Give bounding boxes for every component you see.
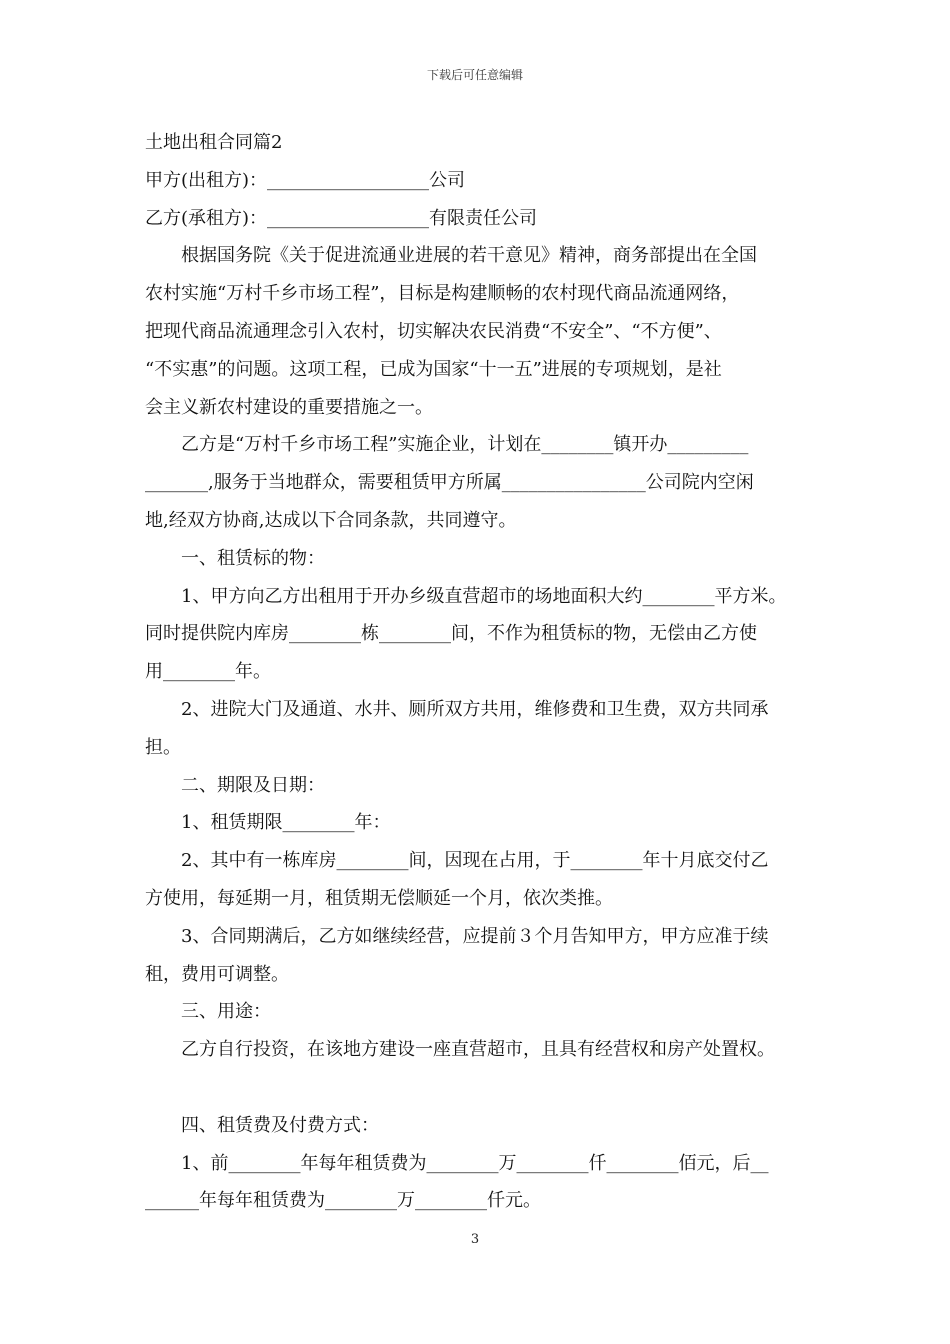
party-a-line: 甲方(出租方)：__________________公司 [145,169,466,191]
clause-line: 1、租赁期限________年： [181,812,391,834]
paragraph-line: 把现代商品流通理念引入农村，切实解决农民消费“不安全”、“不方便”、 [145,320,722,342]
clause-line: 1、前________年每年租赁费为________万________仟________佰元，后__ [181,1152,769,1174]
clause-line: 乙方自行投资，在该地方建设一座直营超市，且具有经营权和房产处置权。 [181,1039,775,1061]
party-b-line: 乙方(承租方)：__________________有限责任公司 [145,207,538,229]
blank-line [145,1069,810,1107]
paragraph-line: 地,经双方协商,达成以下合同条款，共同遵守。 [145,509,517,531]
clause-line: 用________年。 [145,661,271,683]
page-number: 3 [470,1232,480,1247]
clause-line: 租，费用可调整。 [145,963,289,985]
paragraph-line: 乙方是“万村千乡市场工程”实施企业，计划在________镇开办_________ [181,434,749,456]
paragraph-line: 农村实施“万村千乡市场工程”，目标是构建顺畅的农村现代商品流通网络， [145,283,740,305]
section-heading: 二、期限及日期： [181,774,325,796]
document-title: 土地出租合同篇2 [145,132,283,153]
paragraph-line: 会主义新农村建设的重要措施之一。 [145,396,433,418]
clause-line: 2、进院大门及通道、水井、厕所双方共用，维修费和卫生费，双方共同承 [181,698,769,720]
clause-line: 3、合同期满后，乙方如继续经营，应提前３个月告知甲方，甲方应准于续 [181,925,769,947]
clause-line: 担。 [145,736,181,758]
clause-line: ______年每年租赁费为________万________仟元。 [145,1190,541,1212]
clause-line: 方使用，每延期一月，租赁期无偿顺延一个月，依次类推。 [145,887,613,909]
paragraph-line: _______,服务于当地群众，需要租赁甲方所属________________公司院内空闲 [145,472,754,494]
paragraph-line: 根据国务院《关于促进流通业进展的若干意见》精神，商务部提出在全国 [181,245,757,267]
clause-line: 1、甲方向乙方出租用于开办乡级直营超市的场地面积大约________平方米。 [181,585,787,607]
section-heading: 四、租赁费及付费方式： [181,1114,379,1136]
paragraph-line: “不实惠”的问题。这项工程，已成为国家“十一五”进展的专项规划，是社 [145,358,722,380]
clause-line: 2、其中有一栋库房________间，因现在占用，于________年十月底交付乙 [181,850,769,872]
section-heading: 三、用途： [181,1001,271,1023]
document-body [145,124,810,1220]
section-heading: 一、租赁标的物： [181,547,325,569]
page-header: 下载后可任意编辑 [426,68,523,82]
clause-line: 同时提供院内库房________栋________间，不作为租赁标的物，无偿由乙方使 [145,623,757,645]
